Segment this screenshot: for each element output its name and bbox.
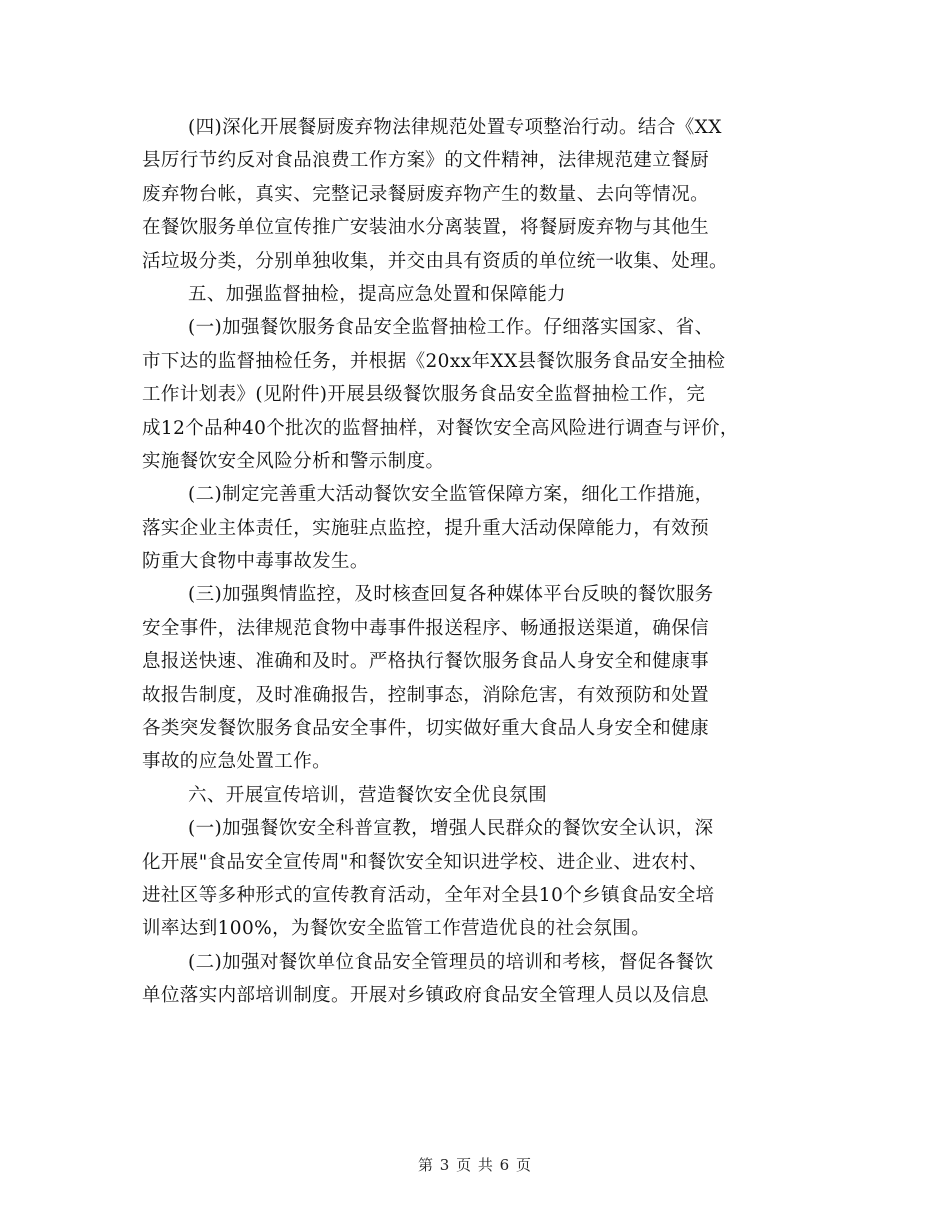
text-line: (一)加强餐饮安全科普宣教，增强人民群众的餐饮安全认识，深: [188, 818, 714, 840]
text-line: 活垃圾分类，分别单独收集，并交由具有资质的单位统一收集、处理。: [142, 250, 728, 272]
text-line: 工作计划表》(见附件)开展县级餐饮服务食品安全监督抽检工作，完: [142, 384, 706, 406]
document-body: [142, 111, 822, 1013]
text-line: (二)制定完善重大活动餐饮安全监管保障方案，细化工作措施，: [188, 484, 714, 506]
text-line: 县厉行节约反对食品浪费工作方案》的文件精神，法律规范建立餐厨: [142, 150, 710, 172]
text-line: 息报送快速、准确和及时。严格执行餐饮服务食品人身安全和健康事: [142, 651, 710, 673]
text-line: 事故的应急处置工作。: [142, 751, 332, 773]
text-line: 防重大食物中毒事故发生。: [142, 551, 369, 573]
text-line: 成12个品种40个批次的监督抽样，对餐饮安全高风险进行调查与评价，: [142, 417, 739, 439]
text-line: 市下达的监督抽检任务，并根据《20xx年XX县餐饮服务食品安全抽检: [142, 350, 726, 372]
text-line: (四)深化开展餐厨废弃物法律规范处置专项整治行动。结合《XX: [188, 117, 722, 138]
text-line: 单位落实内部培训制度。开展对乡镇政府食品安全管理人员以及信息: [142, 985, 710, 1007]
text-line: 在餐饮服务单位宣传推广安装油水分离装置，将餐厨废弃物与其他生: [142, 217, 710, 239]
page-footer: 第 3 页 共 6 页: [418, 1156, 532, 1174]
text-line: 六、开展宣传培训，营造餐饮安全优良氛围: [188, 784, 548, 806]
text-line: (二)加强对餐饮单位食品安全管理员的培训和考核，督促各餐饮: [188, 951, 714, 973]
text-line: 落实企业主体责任，实施驻点监控，提升重大活动保障能力，有效预: [142, 517, 710, 539]
text-line: (一)加强餐饮服务食品安全监督抽检工作。仔细落实国家、省、: [188, 317, 714, 339]
text-line: 化开展"食品安全宣传周"和餐饮安全知识进学校、进企业、进农村、: [142, 851, 708, 873]
text-line: (三)加强舆情监控，及时核查回复各种媒体平台反映的餐饮服务: [188, 584, 714, 606]
text-line: 各类突发餐饮服务食品安全事件，切实做好重大食品人身安全和健康: [142, 718, 710, 740]
text-line: 训率达到100%，为餐饮安全监管工作营造优良的社会氛围。: [142, 918, 651, 940]
text-line: 安全事件，法律规范食物中毒事件报送程序、畅通报送渠道，确保信: [142, 617, 710, 639]
text-line: 故报告制度，及时准确报告，控制事态，消除危害，有效预防和处置: [142, 684, 710, 706]
text-line: 实施餐饮安全风险分析和警示制度。: [142, 450, 445, 472]
text-line: 五、加强监督抽检，提高应急处置和保障能力: [188, 283, 567, 305]
text-line: 进社区等多种形式的宣传教育活动，全年对全县10个乡镇食品安全培: [142, 884, 715, 906]
text-line: 废弃物台帐，真实、完整记录餐厨废弃物产生的数量、去向等情况。: [142, 183, 710, 205]
